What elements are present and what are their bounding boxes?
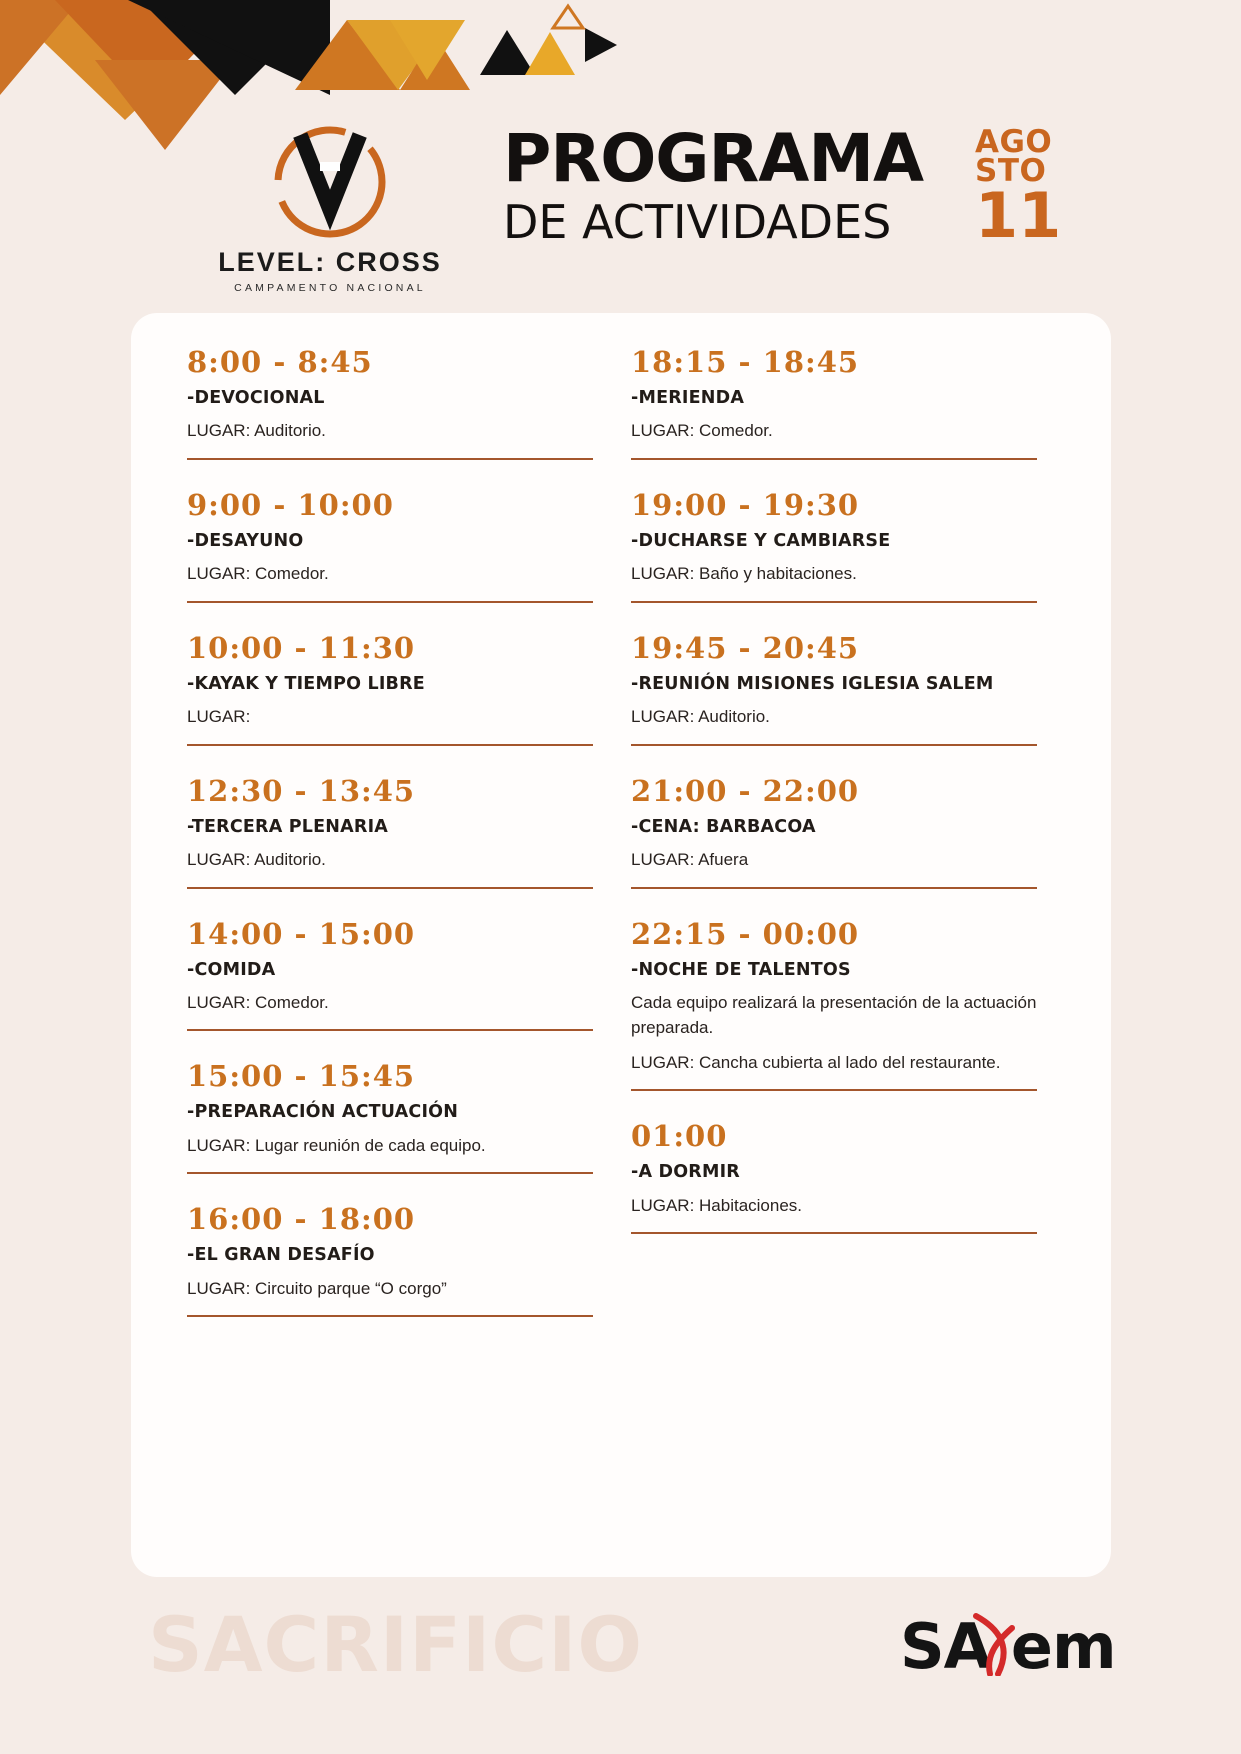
title-block (503, 120, 924, 249)
salem-suffix: em (1010, 1610, 1116, 1683)
entry-place: LUGAR: Afuera (631, 850, 749, 870)
entry-activity: -CENA: BARBACOA (631, 816, 816, 837)
schedule-entry (631, 1119, 1037, 1240)
entry-place: LUGAR: Comedor. (631, 421, 773, 441)
entry-activity: -DESAYUNO (187, 530, 304, 551)
logo-wordmark: LEVEL: CROSS (218, 247, 442, 277)
schedule-entry (187, 488, 593, 609)
entry-place: LUGAR: Auditorio. (187, 850, 326, 870)
entry-time: 9:00 - 10:00 (187, 487, 394, 522)
entry-time: 15:00 - 15:45 (187, 1059, 416, 1094)
schedule-column-left (187, 345, 593, 1323)
salem-prefix: SA (900, 1610, 991, 1683)
entry-divider (631, 744, 1037, 746)
schedule-entry (631, 488, 1037, 609)
entry-note: Cada equipo realizará la presentación de la actuación preparada. (631, 992, 1037, 1038)
entry-time: 14:00 - 15:00 (187, 916, 416, 951)
entry-activity: -REUNIÓN MISIONES IGLESIA SALEM (631, 673, 994, 694)
entry-place: LUGAR: Baño y habitaciones. (631, 564, 857, 584)
footer-watermark: SACRIFICIO (148, 1600, 643, 1689)
entry-time: 01:00 (631, 1119, 728, 1154)
schedule-card (131, 313, 1111, 1577)
page-title: PROGRAMA (503, 120, 924, 197)
schedule-entry (187, 345, 593, 466)
entry-divider (187, 601, 593, 603)
entry-place: LUGAR: Auditorio. (187, 421, 326, 441)
schedule-entry (187, 631, 593, 752)
date-month-line2: STO (975, 152, 1047, 189)
entry-place: LUGAR: Cancha cubierta al lado del restaurante. (631, 1052, 1001, 1072)
entry-divider (631, 1232, 1037, 1234)
entry-divider (187, 1172, 593, 1174)
entry-time: 8:00 - 8:45 (187, 345, 373, 379)
entry-activity: -EL GRAN DESAFÍO (187, 1245, 375, 1266)
entry-time: 19:45 - 20:45 (631, 630, 860, 665)
schedule-entry (187, 1202, 593, 1323)
entry-activity: -DUCHARSE Y CAMBIARSE (631, 530, 891, 551)
entry-place: LUGAR: Comedor. (187, 564, 329, 584)
date-day: 11 (975, 179, 1062, 253)
entry-activity: -TERCERA PLENARIA (187, 816, 389, 837)
entry-divider (187, 1029, 593, 1031)
entry-divider (631, 1089, 1037, 1091)
entry-time: 22:15 - 00:00 (631, 916, 860, 951)
entry-time: 12:30 - 13:45 (187, 773, 416, 808)
logo-tagline: CAMPAMENTO NACIONAL (234, 282, 426, 294)
entry-divider (631, 887, 1037, 889)
entry-time: 18:15 - 18:45 (631, 345, 860, 379)
entry-divider (631, 601, 1037, 603)
entry-divider (187, 887, 593, 889)
entry-place: LUGAR: Circuito parque “O corgo” (187, 1278, 447, 1298)
entry-divider (187, 744, 593, 746)
entry-time: 19:00 - 19:30 (631, 487, 860, 522)
entry-activity: -MERIENDA (631, 388, 745, 408)
entry-divider (187, 1315, 593, 1317)
entry-place: LUGAR: Lugar reunión de cada equipo. (187, 1135, 486, 1155)
schedule-column-right (631, 345, 1037, 1323)
entry-activity: -COMIDA (187, 959, 276, 980)
schedule-entry (187, 917, 593, 1038)
schedule-entry (631, 917, 1037, 1098)
logo (185, 118, 475, 294)
date-month-line1: AGO (975, 124, 1053, 160)
entry-place: LUGAR: Habitaciones. (631, 1195, 803, 1215)
entry-activity: -KAYAK Y TIEMPO LIBRE (187, 673, 425, 694)
entry-divider (631, 458, 1037, 460)
schedule-entry (631, 631, 1037, 752)
page-subtitle: DE ACTIVIDADES (503, 194, 892, 249)
schedule-entry (187, 1059, 593, 1180)
entry-time: 21:00 - 22:00 (631, 773, 860, 808)
entry-activity: -DEVOCIONAL (187, 388, 325, 408)
schedule-entry (631, 774, 1037, 895)
entry-activity: -A DORMIR (631, 1162, 740, 1183)
schedule-entry (187, 774, 593, 895)
salem-logo (900, 1610, 1116, 1683)
entry-activity: -PREPARACIÓN ACTUACIÓN (187, 1102, 459, 1123)
entry-activity: -NOCHE DE TALENTOS (631, 959, 851, 980)
page-footer (0, 1600, 1241, 1754)
entry-time: 16:00 - 18:00 (187, 1202, 416, 1237)
entry-place: LUGAR: Auditorio. (631, 707, 770, 727)
entry-divider (187, 458, 593, 460)
entry-place: LUGAR: Comedor. (187, 992, 329, 1012)
entry-time: 10:00 - 11:30 (187, 630, 416, 665)
schedule-entry (631, 345, 1037, 466)
fish-icon (968, 1612, 1024, 1676)
entry-place: LUGAR: (187, 707, 251, 727)
logo-ring-icon (263, 118, 398, 253)
date-badge (975, 124, 1062, 253)
